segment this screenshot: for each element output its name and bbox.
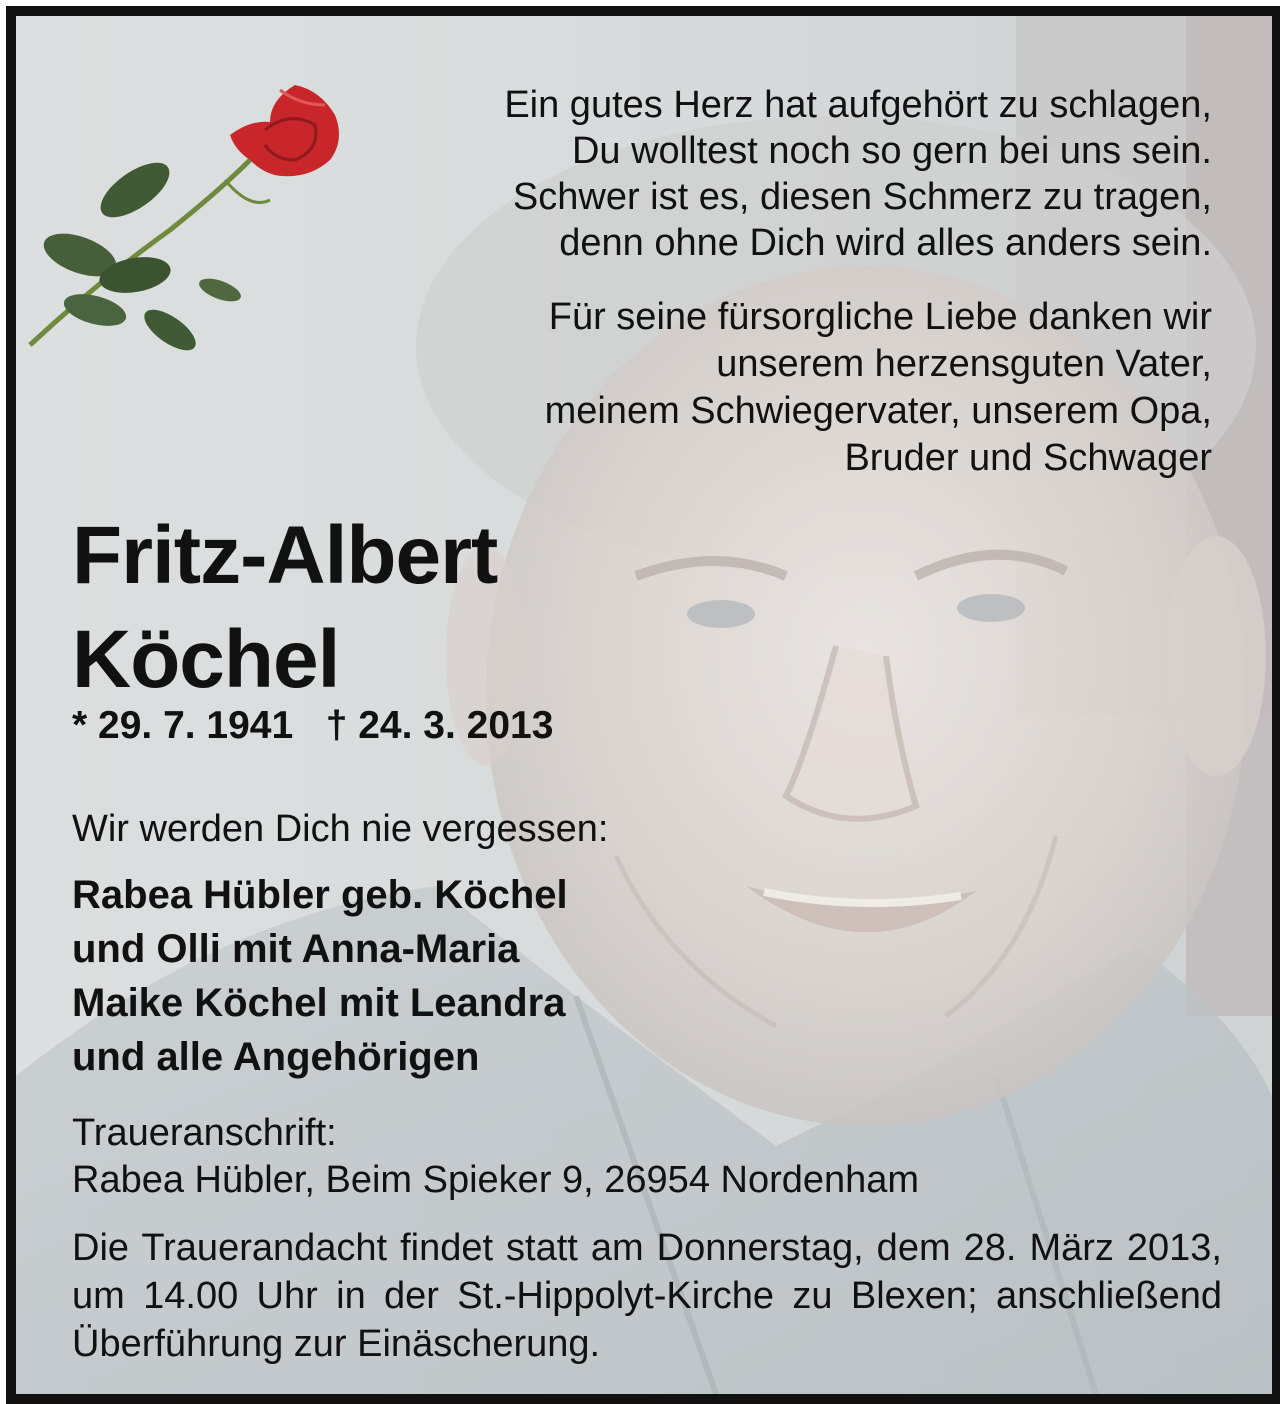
- thanks-line: Bruder und Schwager: [844, 437, 1212, 479]
- birth-date: * 29. 7. 1941: [72, 704, 294, 747]
- address-label: Traueranschrift:: [72, 1112, 337, 1154]
- thanks-line: meinem Schwiegervater, unserem Opa,: [544, 390, 1212, 432]
- last-name: Köchel: [72, 614, 340, 705]
- mourner-line: und alle Angehörigen: [72, 1035, 480, 1079]
- poem-line: Schwer ist es, diesen Schmerz zu tragen,: [512, 176, 1212, 218]
- poem-line: Du wolltest noch so gern bei uns sein.: [571, 130, 1212, 172]
- first-name: Fritz-Albert: [72, 510, 498, 601]
- poem-line: denn ohne Dich wird alles anders sein.: [559, 222, 1212, 264]
- thanks-text: [392, 294, 1212, 482]
- mourners-list: [72, 868, 568, 1084]
- obituary-notice: [6, 6, 1280, 1404]
- thanks-line: Für seine fürsorgliche Liebe danken wir: [548, 296, 1212, 338]
- mourner-line: Rabea Hübler geb. Köchel: [72, 873, 568, 917]
- red-rose-icon: [20, 60, 350, 360]
- address-value: Rabea Hübler, Beim Spieker 9, 26954 Nordenham: [72, 1159, 920, 1201]
- mourning-address: [72, 1110, 919, 1204]
- life-dates: [72, 702, 553, 750]
- remembrance-intro: Wir werden Dich nie vergessen:: [72, 808, 609, 850]
- death-date: † 24. 3. 2013: [325, 704, 554, 747]
- mourner-line: und Olli mit Anna-Maria: [72, 927, 520, 971]
- service-info: Die Trauerandacht findet statt am Donnerstag, dem 28. März 2013, um 14.00 Uhr in der St.-Hippolyt-Kirche zu Blexen; anschließend Überführung zur Einäscherung.: [72, 1227, 1222, 1365]
- poem-line: Ein gutes Herz hat aufgehört zu schlagen,: [504, 84, 1212, 126]
- mourner-line: Maike Köchel mit Leandra: [72, 981, 566, 1025]
- thanks-line: unserem herzensguten Vater,: [716, 343, 1212, 385]
- poem: [392, 82, 1212, 266]
- deceased-name: [72, 504, 497, 712]
